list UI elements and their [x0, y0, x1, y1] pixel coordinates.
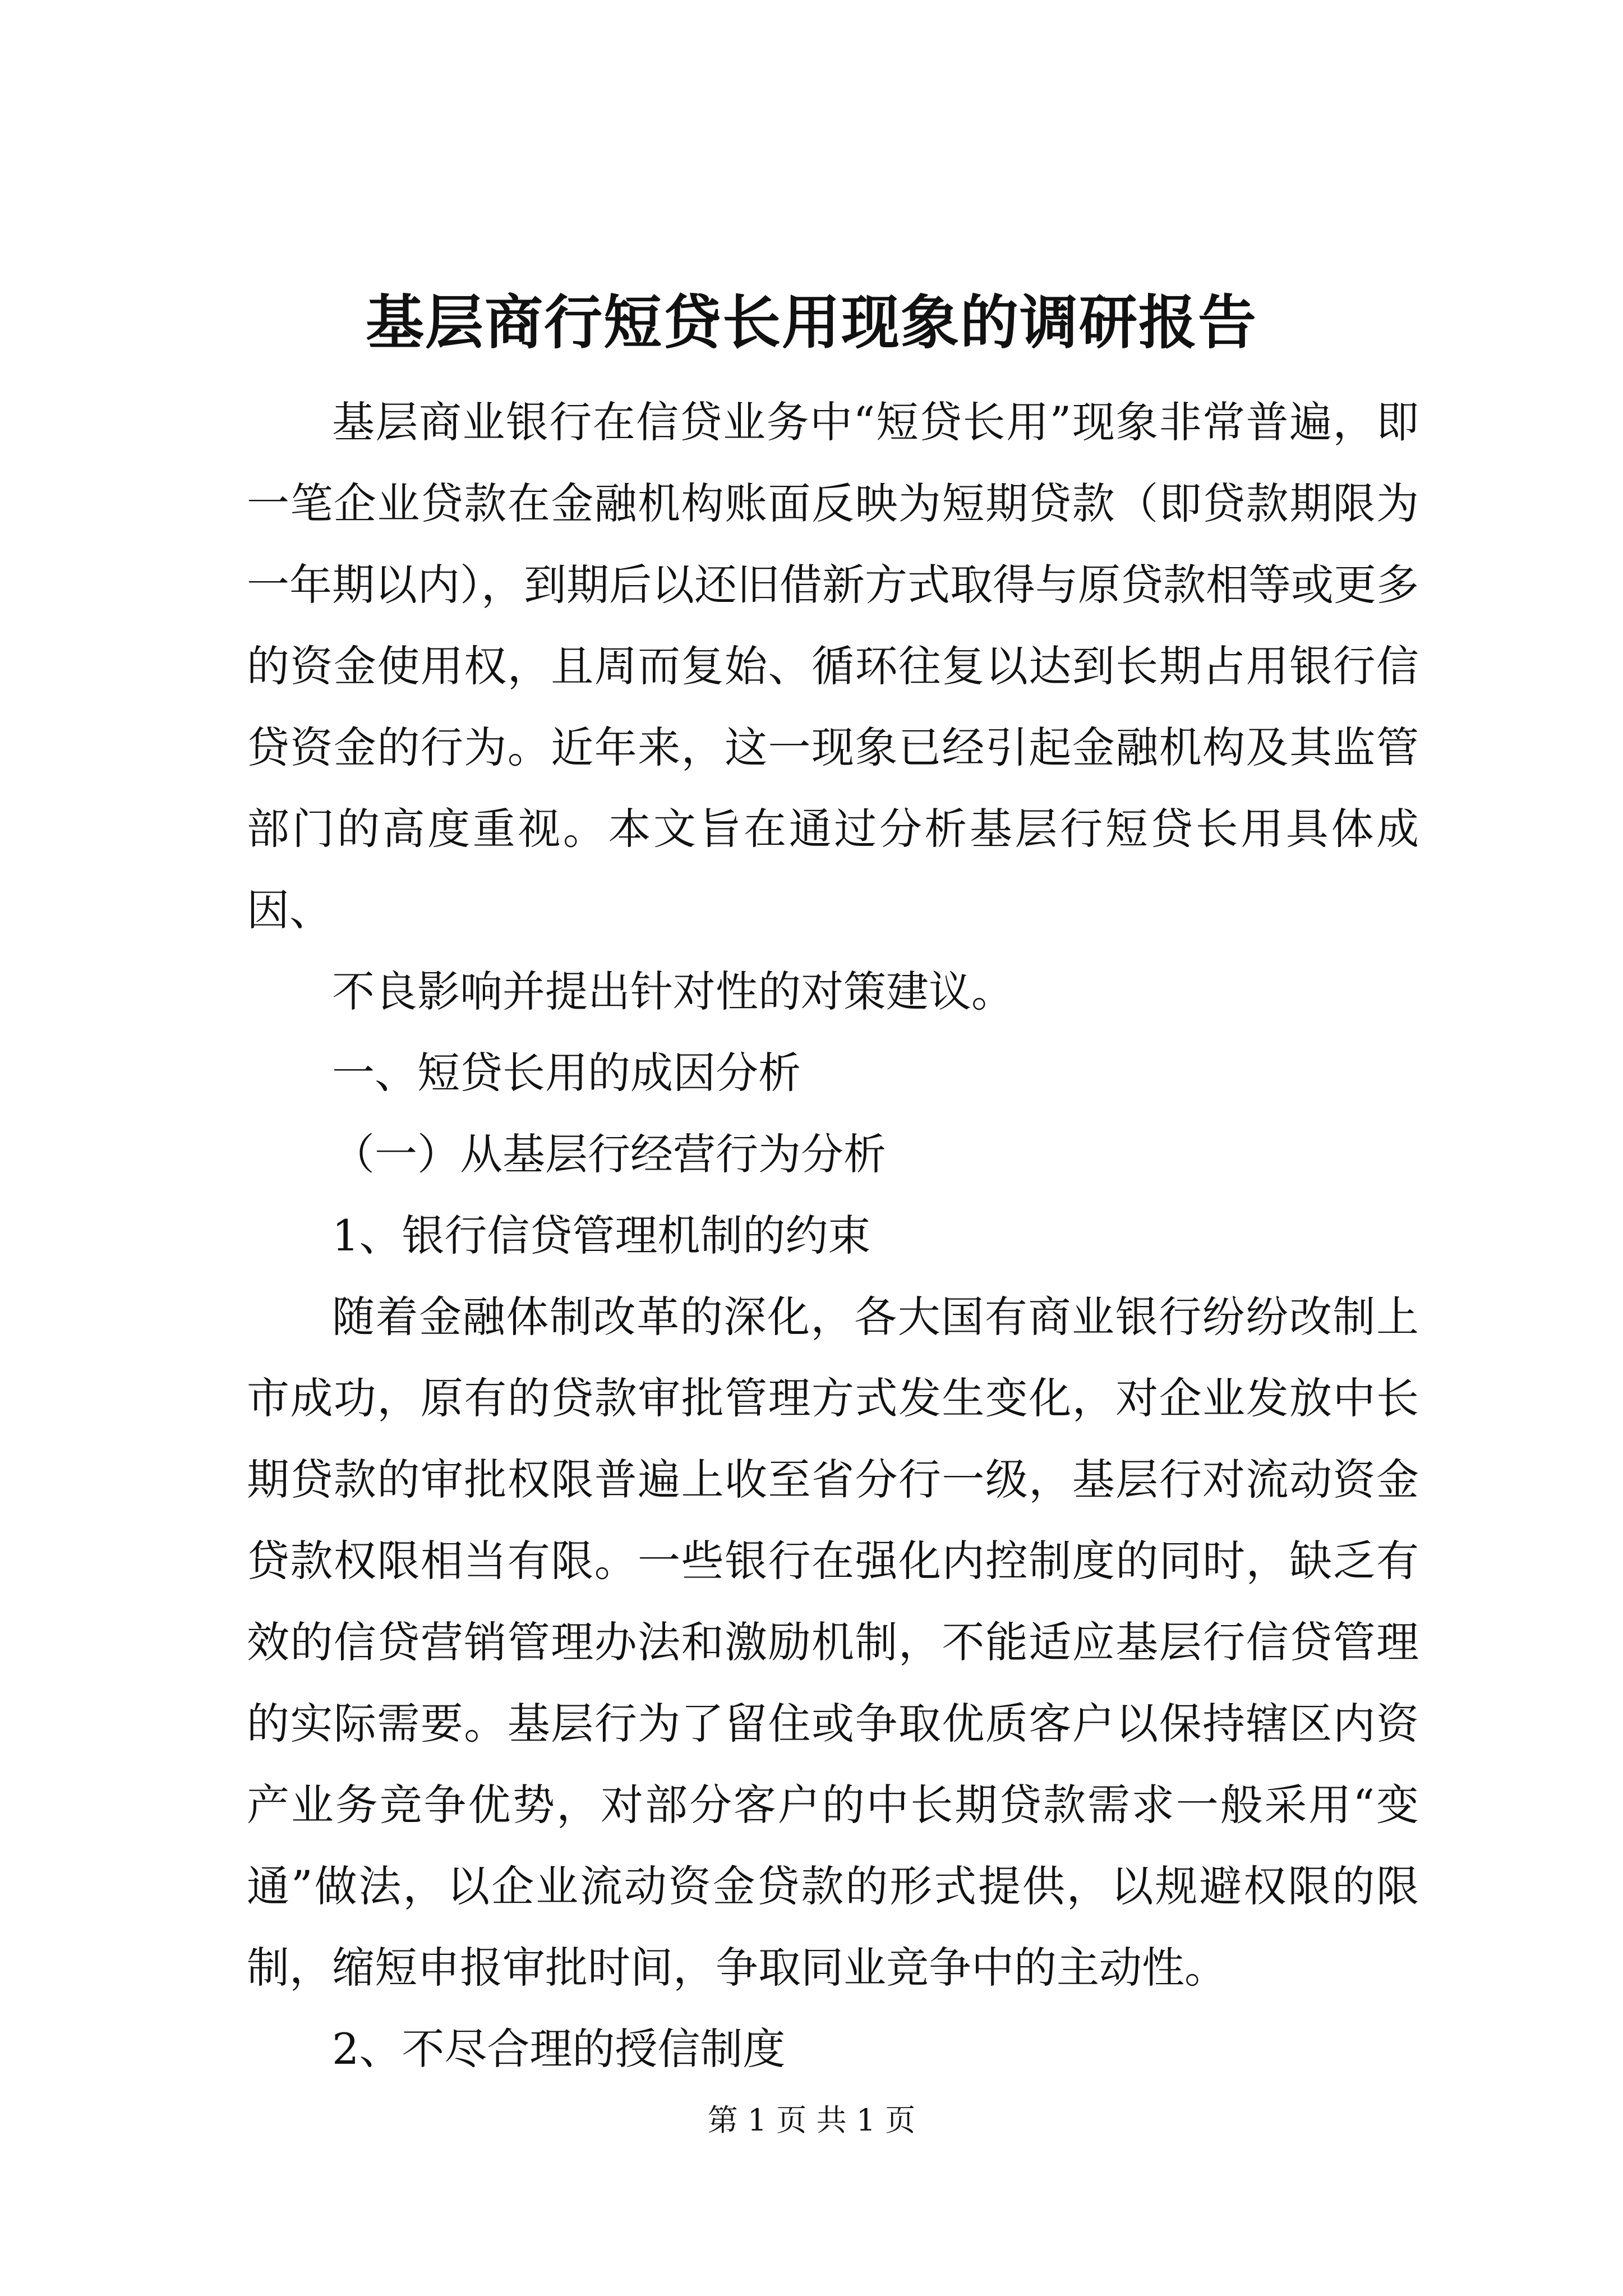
document-title: 基层商行短贷长用现象的调研报告: [365, 288, 1257, 357]
document-body: [247, 381, 1419, 2090]
body-paragraph: 基层商业银行在信贷业务中“短贷长用”现象非常普遍，即一笔企业贷款在金融机构账面反映为短期贷款（即贷款期限为一年期以内），到期后以还旧借新方式取得与原贷款相等或更多的资金使用权，且周而复始、循环往复以达到长期占用银行信贷资金的行为。近年来，这一现象已经引起金融机构及其监管部门的高度重视。本文旨在通过分析基层行短贷长用具体成因、: [247, 397, 1419, 935]
body-paragraph: 随着金融体制改革的深化，各大国有商业银行纷纷改制上市成功，原有的贷款审批管理方式发生变化，对企业发放中长期贷款的审批权限普遍上收至省分行一级，基层行对流动资金贷款权限相当有限。一些银行在强化内控制度的同时，缺乏有效的信贷营销管理办法和激励机制，不能适应基层行信贷管理的实际需要。基层行为了留住或争取优质客户以保持辖区内资产业务竞争优势，对部分客户的中长期贷款需求一般采用“变通”做法，以企业流动资金贷款的形式提供，以规避权限的限制，缩短申报审批时间，争取同业竞争中的主动性。: [247, 1292, 1419, 1993]
page-number-footer: 第 1 页 共 1 页: [707, 2102, 916, 2138]
subsection-heading: （一）从基层行经营行为分析: [332, 1129, 886, 1179]
subsection-heading: 2、不尽合理的授信制度: [332, 2024, 786, 2074]
body-paragraph: 不良影响并提出针对性的对策建议。: [332, 967, 1014, 1016]
subsection-heading: 1、银行信贷管理机制的约束: [332, 1211, 871, 1260]
section-heading: 一、短贷长用的成因分析: [332, 1048, 801, 1098]
